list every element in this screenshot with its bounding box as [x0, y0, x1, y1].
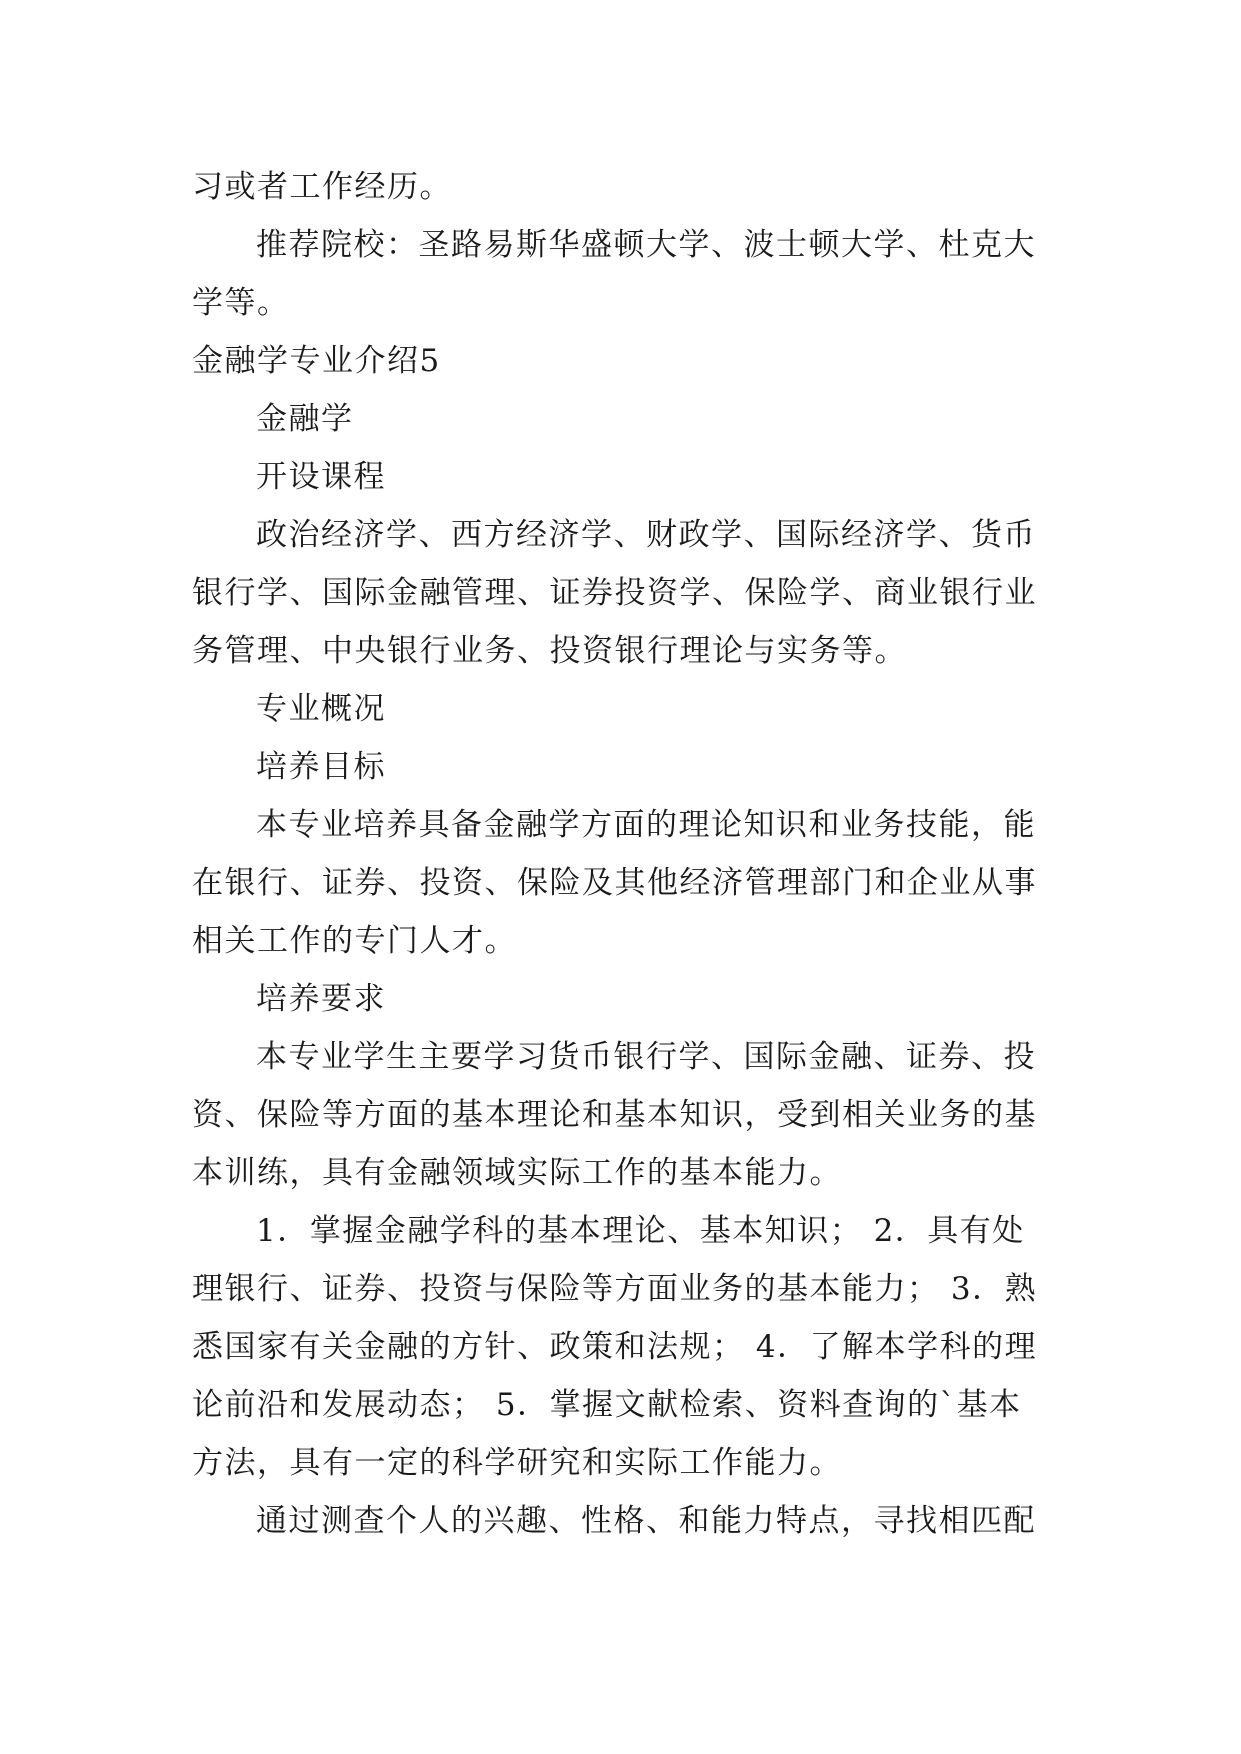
- text-line: 开设课程: [256, 459, 386, 495]
- text-line: 本专业培养具备金融学方面的理论知识和业务技能，能: [256, 807, 1036, 843]
- text-line: 悉国家有关金融的方针、政策和法规； 4．了解本学科的理: [192, 1329, 1038, 1365]
- text-line: 本专业学生主要学习货币银行学、国际金融、证券、投: [256, 1039, 1036, 1075]
- text-line: 方法，具有一定的科学研究和实际工作能力。: [192, 1445, 842, 1481]
- text-line: 务管理、中央银行业务、投资银行理论与实务等。: [192, 633, 907, 669]
- text-line: 资、保险等方面的基本理论和基本知识，受到相关业务的基: [192, 1097, 1037, 1133]
- text-line: 专业概况: [256, 691, 386, 727]
- text-line: 推荐院校：圣路易斯华盛顿大学、波士顿大学、杜克大: [256, 227, 1036, 263]
- text-line: 通过测查个人的兴趣、性格、和能力特点，寻找相匹配: [256, 1503, 1036, 1539]
- text-line: 学等。: [192, 285, 290, 321]
- text-line: 金融学: [256, 401, 354, 437]
- text-line: 相关工作的专门人才。: [192, 923, 517, 959]
- text-line: 1．掌握金融学科的基本理论、基本知识； 2．具有处: [256, 1213, 1025, 1249]
- text-line: 理银行、证券、投资与保险等方面业务的基本能力； 3．熟: [192, 1271, 1038, 1307]
- text-line: 在银行、证券、投资、保险及其他经济管理部门和企业从事: [192, 865, 1037, 901]
- text-line: 论前沿和发展动态； 5．掌握文献检索、资料查询的`基本: [192, 1387, 1022, 1423]
- document-body: [192, 158, 1050, 1550]
- text-line: 金融学专业介绍5: [192, 343, 441, 379]
- text-line: 银行学、国际金融管理、证券投资学、保险学、商业银行业: [192, 575, 1037, 611]
- text-line: 培养目标: [256, 749, 386, 785]
- text-line: 政治经济学、西方经济学、财政学、国际经济学、货币: [256, 517, 1036, 553]
- text-line: 本训练，具有金融领域实际工作的基本能力。: [192, 1155, 842, 1191]
- text-line: 习或者工作经历。: [192, 169, 452, 205]
- text-line: 培养要求: [256, 981, 386, 1017]
